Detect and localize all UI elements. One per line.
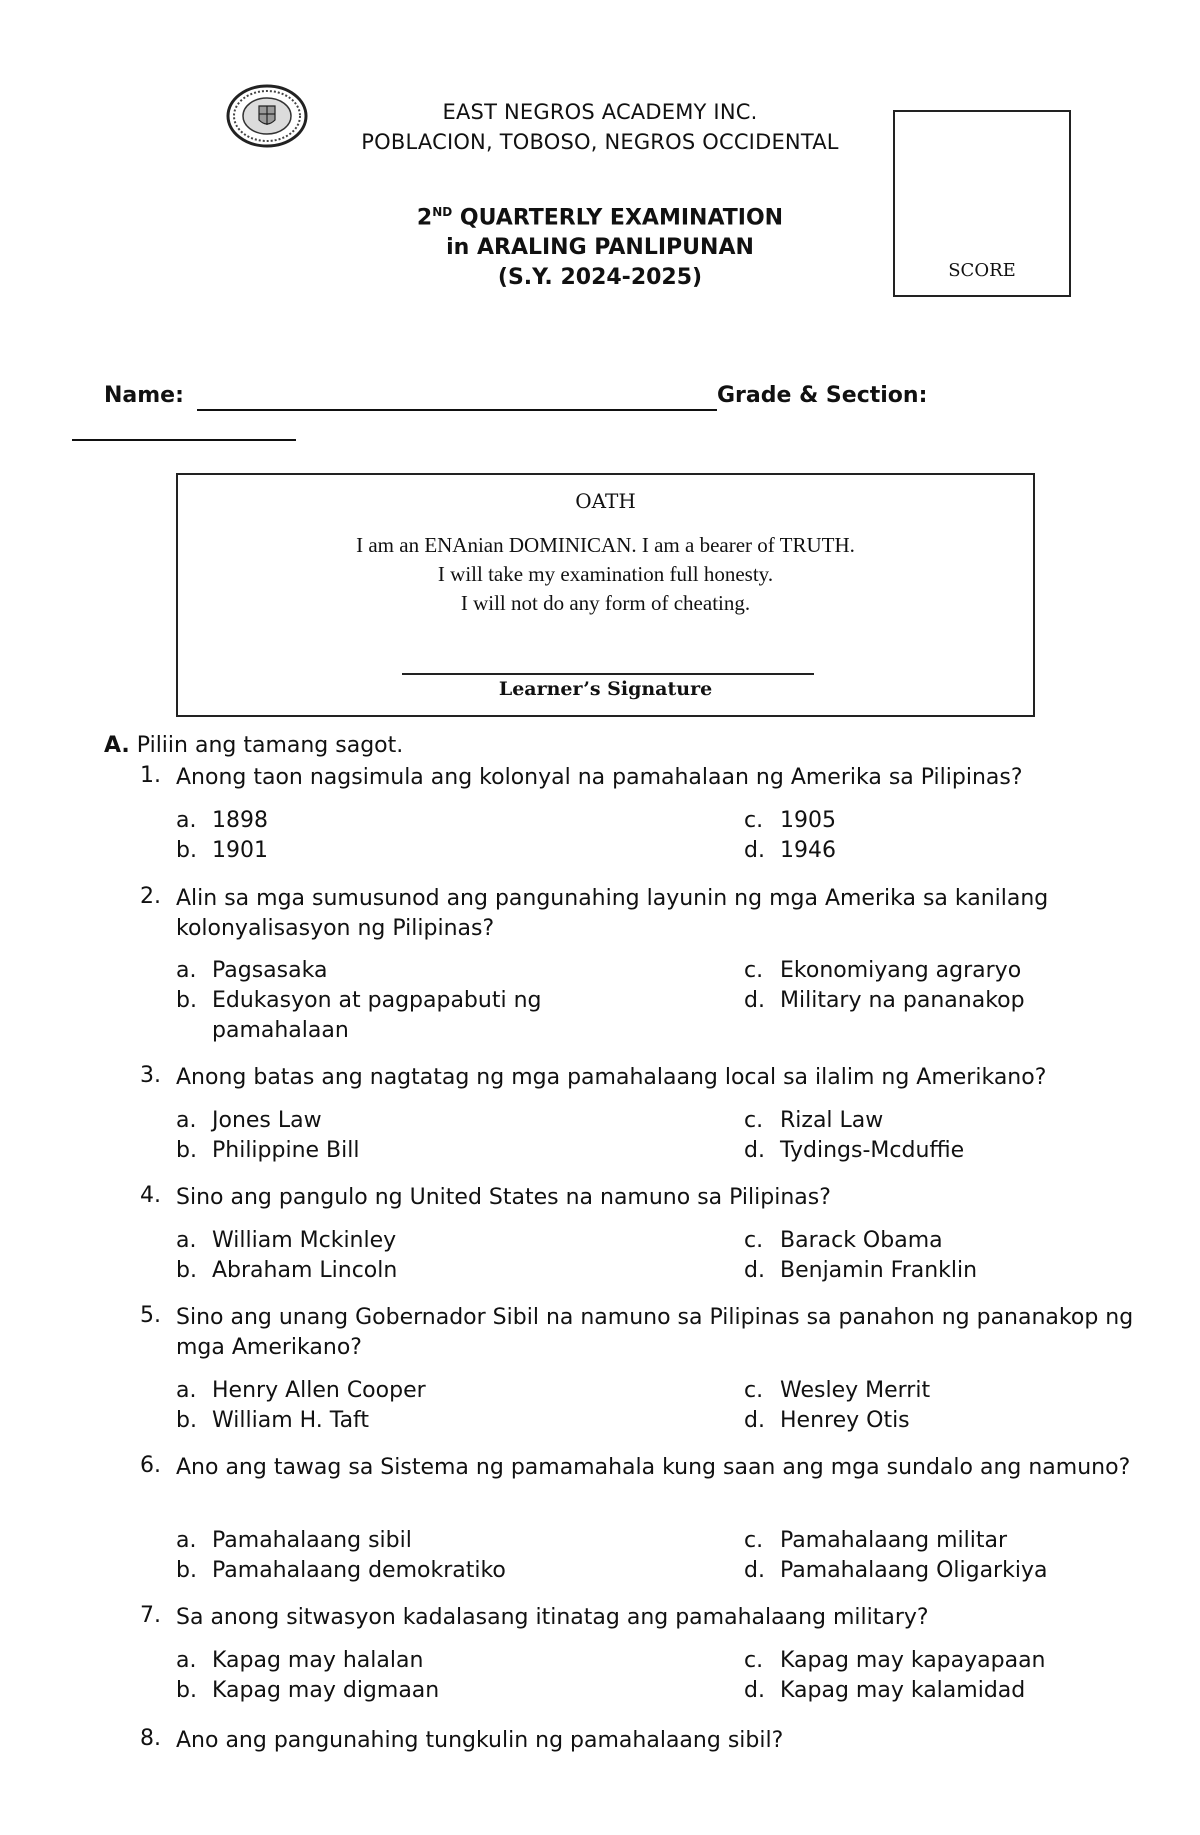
option-letter: a. [176, 1228, 197, 1253]
answer-option[interactable] [744, 958, 1021, 983]
answer-option[interactable] [744, 808, 836, 833]
option-text: Pagsasaka [212, 958, 328, 983]
answer-option[interactable] [176, 1138, 360, 1163]
score-label: SCORE [948, 260, 1016, 281]
section-instruction: Piliin ang tamang sagot. [136, 733, 404, 758]
option-letter: d. [744, 1138, 765, 1163]
question-number: 1. [140, 763, 161, 788]
option-text: Pamahalaang demokratiko [212, 1558, 506, 1583]
question-number: 6. [140, 1453, 161, 1478]
option-letter: b. [176, 838, 197, 863]
answer-option[interactable] [176, 1648, 423, 1673]
answer-option[interactable] [744, 1678, 1025, 1703]
answer-option[interactable] [176, 1558, 506, 1583]
answer-option[interactable] [176, 808, 268, 833]
exam-subject: in ARALING PANLIPUNAN [446, 235, 754, 260]
option-letter: c. [744, 1528, 764, 1553]
option-text: William Mckinley [212, 1228, 397, 1253]
exam-ordinal: 2 [416, 205, 433, 231]
signature-label: Learner’s Signature [498, 678, 713, 700]
oath-line: I will take my examination full honesty. [437, 562, 774, 586]
oath-title: OATH [575, 489, 636, 513]
answer-option[interactable] [744, 1528, 1007, 1553]
question-text: Ano ang tawag sa Sistema ng pamamahala kung saan ang mga sundalo ang namuno? [176, 1455, 1131, 1480]
option-letter: c. [744, 958, 764, 983]
question-text: Ano ang pangunahing tungkulin ng pamahalaang sibil? [176, 1728, 784, 1753]
school-address: POBLACION, TOBOSO, NEGROS OCCIDENTAL [361, 130, 839, 154]
answer-option[interactable] [176, 988, 541, 1013]
option-letter: d. [744, 1678, 765, 1703]
oath-box [176, 473, 1035, 717]
option-text: Philippine Bill [212, 1138, 360, 1163]
option-text: Barack Obama [780, 1228, 943, 1253]
option-letter: c. [744, 1648, 764, 1673]
name-field-line[interactable] [197, 409, 717, 411]
answer-option[interactable] [744, 1138, 964, 1163]
question-number: 8. [140, 1726, 161, 1751]
school-year: (S.Y. 2024-2025) [497, 265, 703, 290]
answer-option[interactable] [744, 1228, 943, 1253]
option-text: Wesley Merrit [780, 1378, 931, 1403]
exam-title [330, 205, 870, 230]
option-text: 1946 [780, 838, 836, 863]
section-a-heading [104, 733, 403, 758]
option-letter: c. [744, 1378, 764, 1403]
answer-option[interactable] [744, 1648, 1046, 1673]
option-text: Henrey Otis [780, 1408, 910, 1433]
option-text: Ekonomiyang agraryo [780, 958, 1022, 983]
question-number: 2. [140, 884, 161, 909]
option-text: 1901 [212, 838, 268, 863]
question-number: 5. [140, 1303, 161, 1328]
section-letter: A. [104, 733, 130, 758]
answer-option[interactable] [176, 1258, 397, 1283]
answer-option[interactable] [744, 838, 836, 863]
signature-line[interactable] [402, 673, 814, 675]
option-text: Kapag may halalan [212, 1648, 424, 1673]
school-seal-logo [226, 84, 308, 148]
question-text: Anong taon nagsimula ang kolonyal na pamahalaan ng Amerika sa Pilipinas? [176, 765, 1023, 790]
option-letter: b. [176, 1258, 197, 1283]
option-text-continued: pamahalaan [212, 1018, 349, 1043]
answer-option[interactable] [744, 1558, 1047, 1583]
option-letter: c. [744, 1108, 764, 1133]
answer-option[interactable] [176, 1108, 322, 1133]
option-letter: a. [176, 1528, 197, 1553]
option-letter: a. [176, 1648, 197, 1673]
answer-option[interactable] [176, 838, 268, 863]
answer-option[interactable] [744, 1108, 883, 1133]
grade-section-label: Grade & Section: [717, 383, 928, 408]
answer-option[interactable] [176, 1228, 396, 1253]
option-text: Benjamin Franklin [780, 1258, 978, 1283]
option-text: Tydings-Mcduffie [780, 1138, 965, 1163]
answer-option[interactable] [744, 1258, 977, 1283]
school-name: EAST NEGROS ACADEMY INC. [442, 100, 758, 124]
grade-section-field-line[interactable] [72, 439, 296, 441]
option-letter: d. [744, 1408, 765, 1433]
option-text: Abraham Lincoln [212, 1258, 398, 1283]
exam-title-text: QUARTERLY EXAMINATION [459, 205, 784, 231]
question-number: 3. [140, 1063, 161, 1088]
score-box[interactable] [893, 110, 1071, 297]
question-number: 4. [140, 1183, 161, 1208]
option-letter: d. [744, 988, 765, 1013]
question-text: Sa anong sitwasyon kadalasang itinatag ang pamahalaang military? [176, 1605, 929, 1630]
answer-option[interactable] [176, 1408, 369, 1433]
option-text: Rizal Law [780, 1108, 884, 1133]
option-text: Pamahalaang Oligarkiya [780, 1558, 1048, 1583]
answer-option[interactable] [176, 1678, 439, 1703]
option-text: 1898 [212, 808, 268, 833]
option-letter: d. [744, 1258, 765, 1283]
option-text: Henry Allen Cooper [212, 1378, 426, 1403]
option-text: William H. Taft [212, 1408, 370, 1433]
option-letter: a. [176, 1108, 197, 1133]
answer-option[interactable] [176, 958, 327, 983]
question-text: Anong batas ang nagtatag ng mga pamahalaang local sa ilalim ng Amerikano? [176, 1065, 1047, 1090]
option-text: Kapag may digmaan [212, 1678, 440, 1703]
option-text: Kapag may kalamidad [780, 1678, 1026, 1703]
option-letter: a. [176, 808, 197, 833]
option-text: Kapag may kapayapaan [780, 1648, 1046, 1673]
answer-option[interactable] [744, 1408, 910, 1433]
exam-ordinal-suffix: ND [432, 205, 453, 219]
option-text: Military na pananakop [780, 988, 1025, 1013]
oath-line: I will not do any form of cheating. [460, 591, 751, 615]
option-letter: b. [176, 1558, 197, 1583]
option-letter: b. [176, 1408, 197, 1433]
question-number: 7. [140, 1603, 161, 1628]
option-text: Edukasyon at pagpapabuti ng [212, 988, 542, 1013]
option-letter: d. [744, 838, 765, 863]
question-text: Alin sa mga sumusunod ang pangunahing layunin ng mga Amerika sa kanilang kolonyalisasyon ng Pilipinas? [176, 886, 1049, 941]
oath-line: I am an ENAnian DOMINICAN. I am a bearer of TRUTH. [356, 533, 855, 557]
option-letter: d. [744, 1558, 765, 1583]
answer-option[interactable] [744, 1378, 930, 1403]
option-text: Jones Law [212, 1108, 322, 1133]
question-text: Sino ang unang Gobernador Sibil na namuno sa Pilipinas sa panahon ng pananakop ng mga Amerikano? [176, 1305, 1134, 1360]
option-letter: a. [176, 958, 197, 983]
question-text: Sino ang pangulo ng United States na namuno sa Pilipinas? [176, 1185, 831, 1210]
option-letter: c. [744, 808, 764, 833]
answer-option[interactable] [176, 1528, 412, 1553]
option-text: 1905 [780, 808, 836, 833]
option-text: Pamahalaang militar [780, 1528, 1007, 1553]
option-letter: b. [176, 988, 197, 1013]
option-letter: a. [176, 1378, 197, 1403]
option-text: Pamahalaang sibil [212, 1528, 412, 1553]
answer-option[interactable] [744, 988, 1025, 1013]
option-letter: c. [744, 1228, 764, 1253]
option-letter: b. [176, 1138, 197, 1163]
answer-option[interactable] [176, 1378, 426, 1403]
name-label: Name: [104, 383, 184, 408]
option-letter: b. [176, 1678, 197, 1703]
